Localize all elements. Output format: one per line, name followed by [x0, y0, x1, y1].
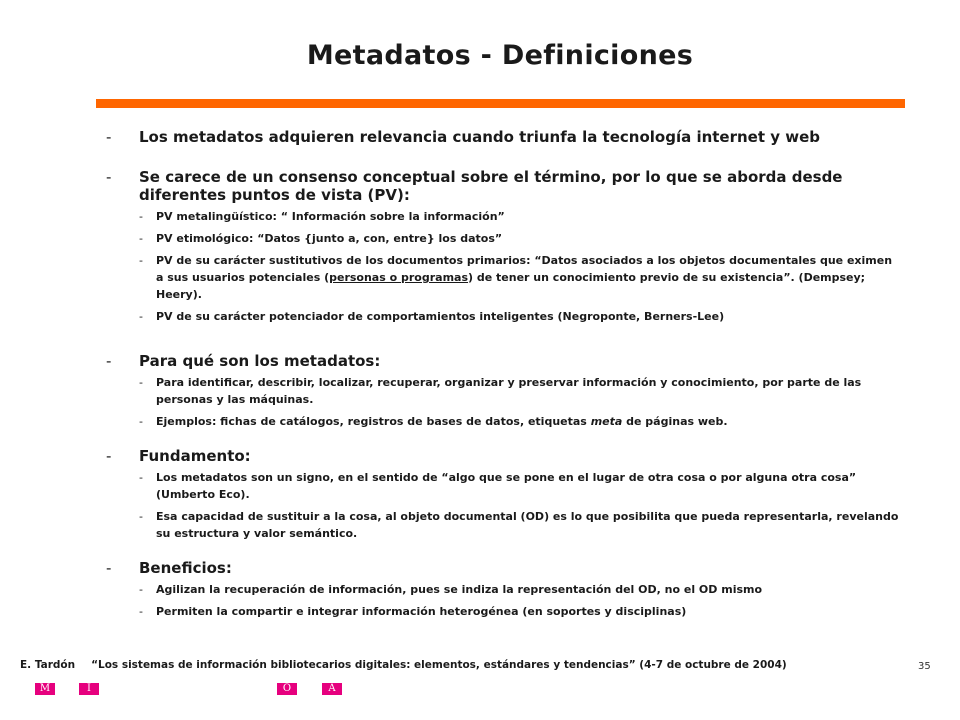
bullet-fundamento: [106, 447, 901, 547]
italic-term: meta: [590, 415, 623, 428]
sub-bullet: [139, 508, 901, 542]
bullet-text: Beneficios:: [139, 559, 232, 577]
sub-dash: -: [139, 583, 143, 596]
sub-bullet: [139, 603, 762, 620]
bullet-relevancia: [106, 128, 901, 146]
slide-content: [106, 128, 901, 637]
bullet-dash: -: [106, 168, 112, 186]
bullet-text: Se carece de un consenso conceptual sobre el término, por lo que se aborda desde diferentes puntos de vista (PV):: [139, 168, 843, 204]
sub-bullet: [139, 230, 901, 247]
sub-bullet: [139, 413, 901, 430]
bullet-text: Los metadatos adquieren relevancia cuando triunfa la tecnología internet y web: [139, 128, 821, 146]
nav-button-m[interactable]: M: [35, 683, 55, 695]
sub-text: [156, 413, 728, 430]
underlined-term: personas o programas: [329, 271, 469, 284]
sub-text: PV etimológico: “Datos {junto a, con, entre} los datos”: [156, 232, 503, 245]
sub-text: Agilizan la recuperación de información, pues se indiza la representación del OD, no el OD mismo: [156, 583, 763, 596]
sub-text-part: PV de su carácter sustitutivos de los documentos primarios: “Datos asociados a los objetos documentales que eximen a sus usuarios potenciales (: [156, 254, 893, 284]
sub-text: Para identificar, describir, localizar, recuperar, organizar y preservar información y conocimiento, por parte de las personas y las máquinas.: [156, 376, 862, 406]
sub-bullet: [139, 308, 901, 325]
sub-bullet: [139, 469, 901, 503]
page-number: 35: [918, 661, 931, 672]
sub-bullet: [139, 252, 901, 303]
bullet-text: Fundamento:: [139, 447, 251, 465]
sub-text: PV de su carácter potenciador de comportamientos inteligentes (Negroponte, Berners-Lee): [156, 310, 725, 323]
sub-dash: -: [139, 415, 143, 428]
sub-dash: -: [139, 471, 143, 484]
page-title: Metadatos - Definiciones: [306, 40, 694, 71]
sub-text-part: ) de tener un conocimiento previo de su existencia”. (Dempsey; Heery).: [156, 271, 866, 301]
sub-dash: -: [139, 510, 143, 523]
sub-text: Los metadatos son un signo, en el sentido de “algo que se pone en el lugar de otra cosa o por alguna otra cosa” (Umberto Eco).: [156, 471, 857, 501]
bullet-dash: -: [106, 559, 112, 577]
sub-text: Permiten la compartir e integrar información heterogénea (en soportes y disciplinas): [156, 605, 687, 618]
sub-text-part: de páginas web.: [622, 415, 728, 428]
sub-dash: -: [139, 254, 143, 267]
bullet-text: Para qué son los metadatos:: [139, 352, 381, 370]
bullet-consenso: [106, 168, 901, 330]
footer-citation: [20, 659, 787, 671]
sub-dash: -: [139, 376, 143, 389]
nav-button-a[interactable]: A: [322, 683, 342, 695]
sub-bullet: [139, 374, 901, 408]
footer-author: E. Tardón: [20, 659, 76, 671]
sub-text: [156, 252, 901, 303]
title-divider: [96, 99, 905, 108]
nav-button-o[interactable]: O: [277, 683, 297, 695]
footer-title: “Los sistemas de información bibliotecarios digitales: elementos, estándares y tendencias” (4-7 de octubre de 2004): [91, 659, 787, 671]
bullet-dash: -: [106, 447, 112, 465]
bullet-beneficios: [106, 559, 901, 625]
bullet-para-que: [106, 352, 901, 435]
bullet-dash: -: [106, 352, 112, 370]
sub-text: PV metalingüístico: “ Información sobre la información”: [156, 210, 505, 223]
sub-dash: -: [139, 310, 143, 323]
sub-bullet: [139, 208, 901, 225]
sub-bullet: [139, 581, 762, 598]
bullet-dash: -: [106, 128, 112, 146]
sub-dash: -: [139, 210, 143, 223]
sub-text-part: Ejemplos: fichas de catálogos, registros de bases de datos, etiquetas: [156, 415, 591, 428]
sub-dash: -: [139, 232, 143, 245]
sub-text: Esa capacidad de sustituir a la cosa, al objeto documental (OD) es lo que posibilita que pueda representarla, revelando su estructura y valor semántico.: [156, 510, 899, 540]
sub-dash: -: [139, 605, 143, 618]
nav-button-i[interactable]: I: [79, 683, 99, 695]
